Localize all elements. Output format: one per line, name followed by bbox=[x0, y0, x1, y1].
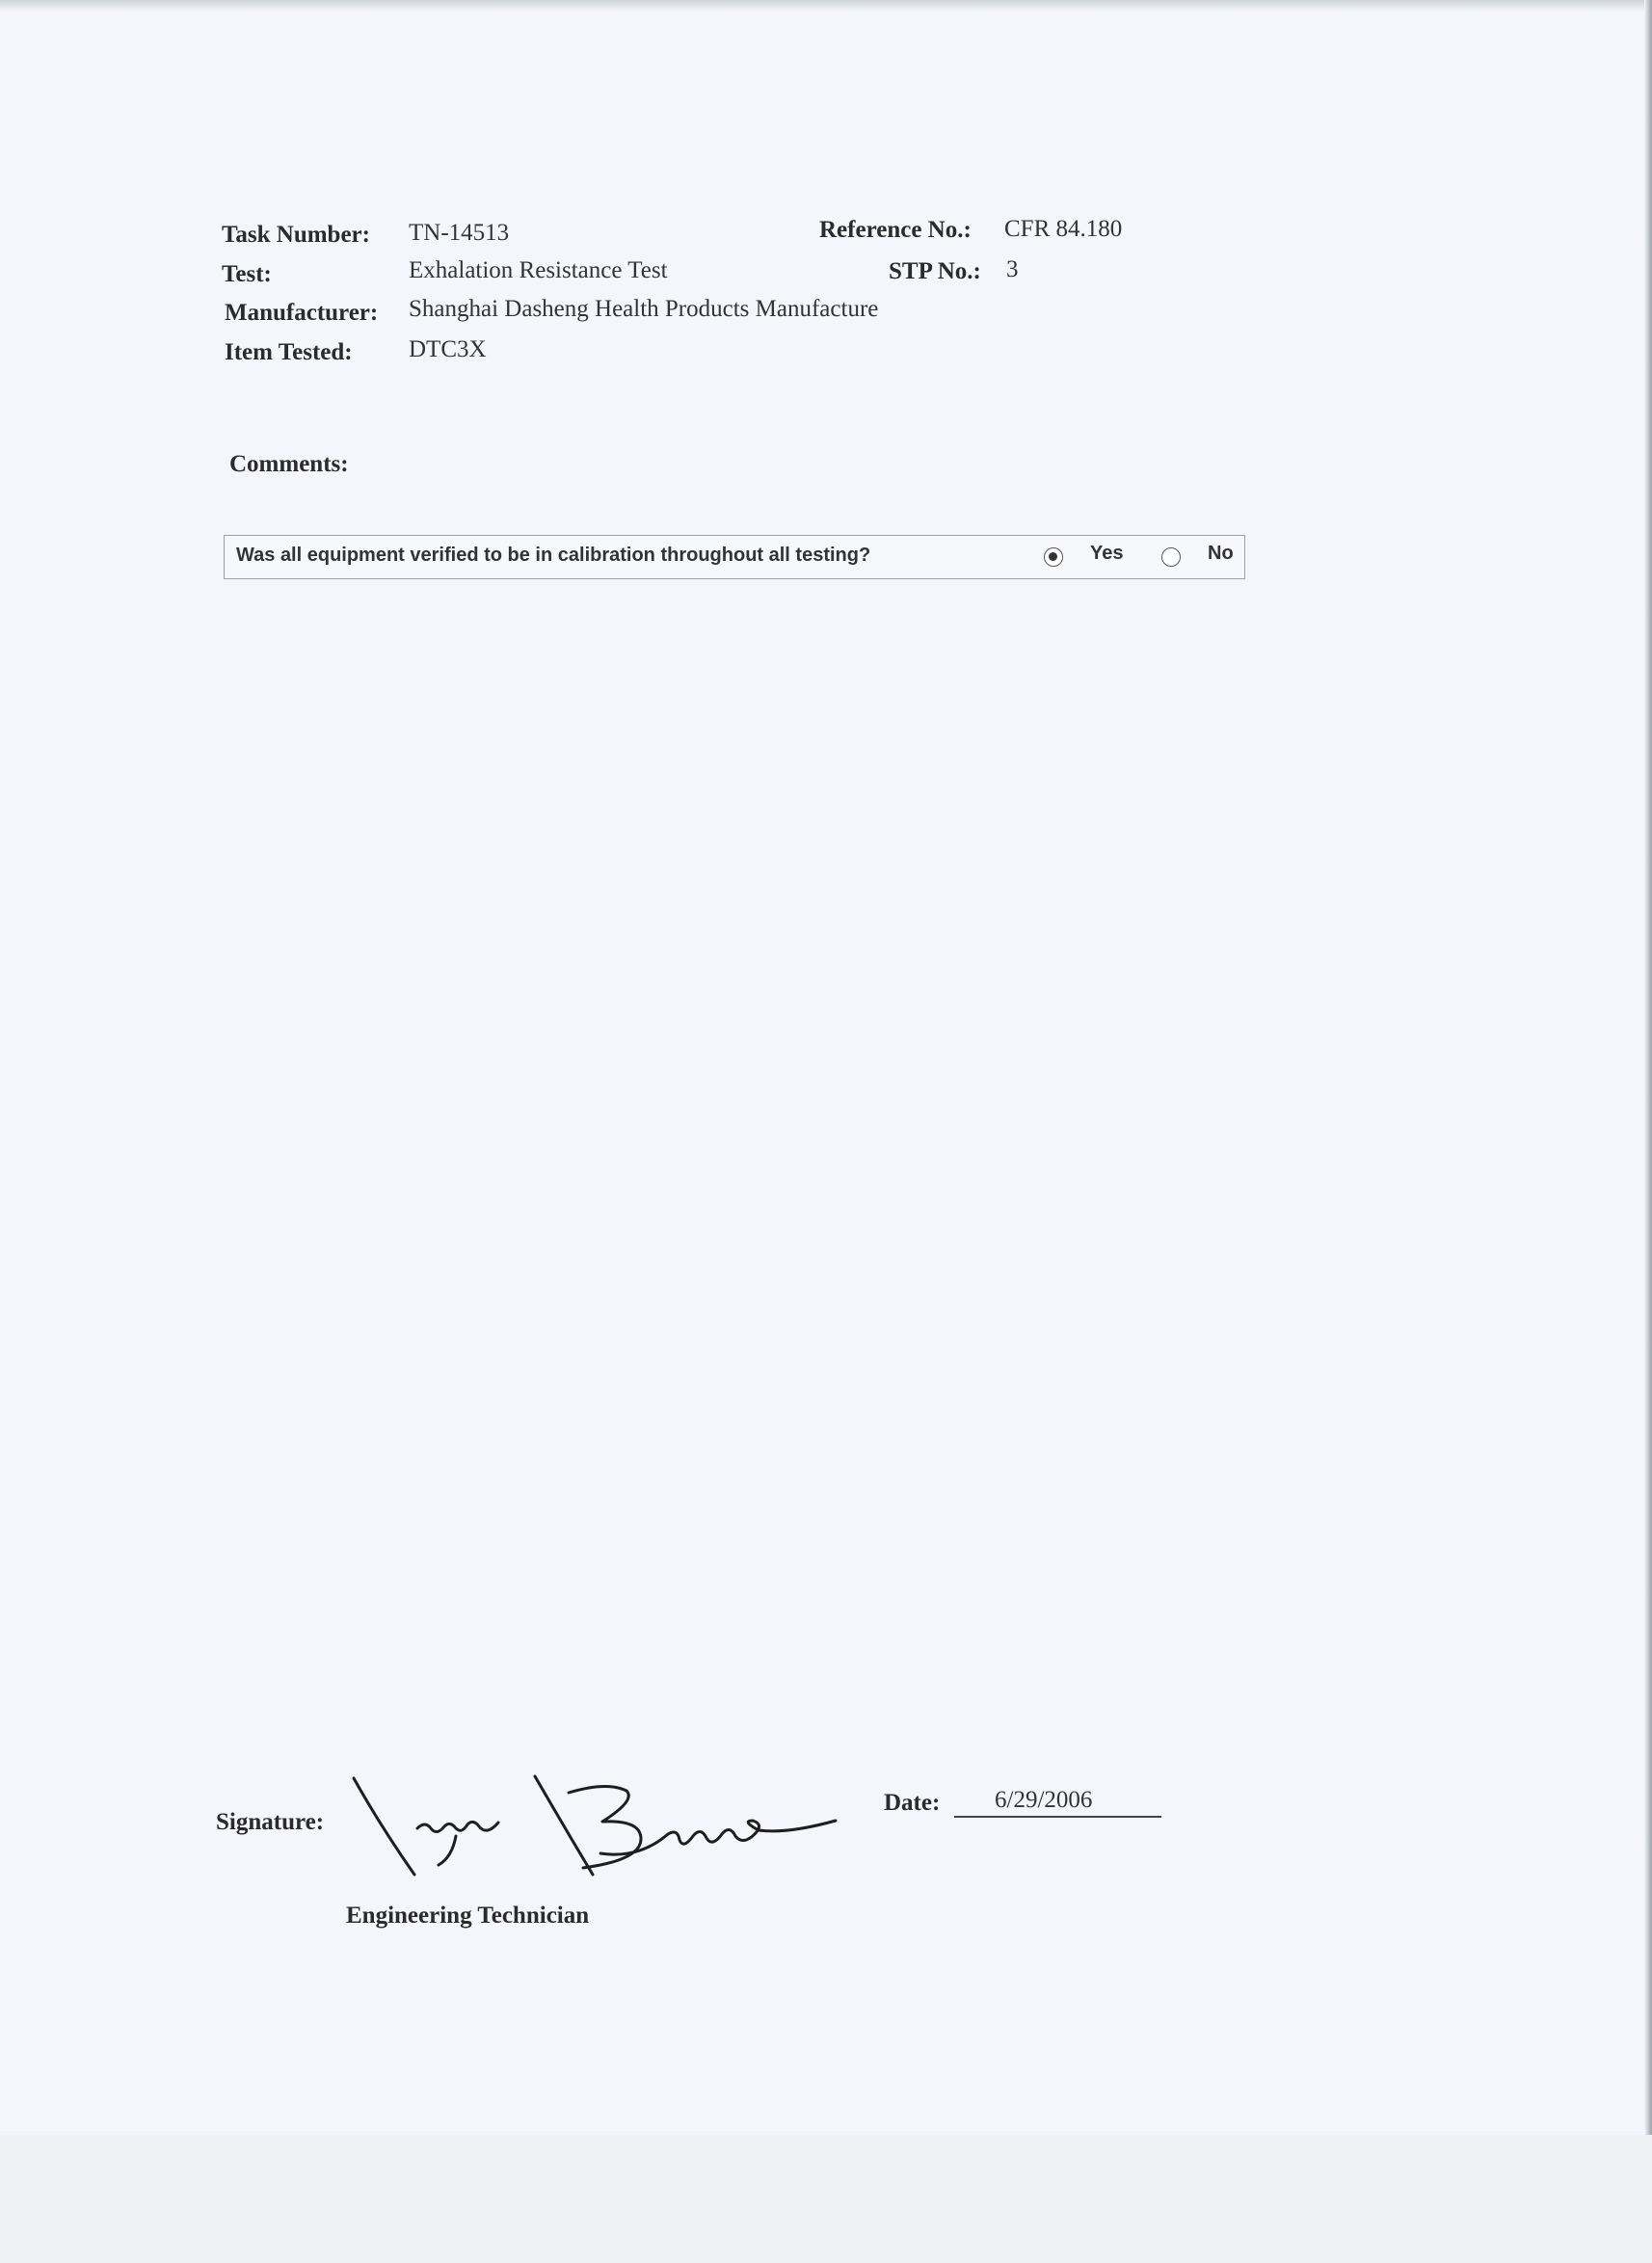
manufacturer-value: Shanghai Dasheng Health Products Manufacture bbox=[409, 296, 879, 322]
no-label: No bbox=[1208, 543, 1234, 564]
item-tested-label: Item Tested: bbox=[225, 339, 353, 365]
item-tested-value: DTC3X bbox=[409, 336, 487, 362]
task-number-label: Task Number: bbox=[222, 222, 370, 248]
manufacturer-label: Manufacturer: bbox=[225, 300, 379, 326]
yes-label: Yes bbox=[1090, 543, 1124, 564]
signature-label: Signature: bbox=[216, 1809, 325, 1835]
stp-value: 3 bbox=[1006, 256, 1019, 282]
test-label: Test: bbox=[222, 261, 272, 287]
reference-label: Reference No.: bbox=[819, 217, 972, 243]
page-top-edge bbox=[0, 0, 1652, 12]
calibration-question-box bbox=[224, 535, 1245, 579]
engineering-technician-title: Engineering Technician bbox=[346, 1903, 590, 1929]
page-right-edge bbox=[1644, 0, 1652, 2263]
page-bottom-shade bbox=[0, 2135, 1652, 2263]
date-label: Date: bbox=[884, 1790, 941, 1816]
radio-selected-dot bbox=[1049, 552, 1057, 561]
yes-radio[interactable] bbox=[1044, 547, 1063, 567]
stp-label: STP No.: bbox=[889, 258, 981, 284]
calibration-question: Was all equipment verified to be in calibration throughout all testing? bbox=[236, 545, 871, 566]
test-value: Exhalation Resistance Test bbox=[409, 257, 668, 283]
date-underline bbox=[954, 1816, 1161, 1818]
task-number-value: TN-14513 bbox=[409, 220, 510, 246]
date-value: 6/29/2006 bbox=[995, 1787, 1093, 1813]
handwritten-signature bbox=[342, 1759, 882, 1904]
reference-value: CFR 84.180 bbox=[1004, 216, 1123, 242]
no-radio[interactable] bbox=[1161, 547, 1181, 567]
comments-label: Comments: bbox=[229, 451, 349, 477]
